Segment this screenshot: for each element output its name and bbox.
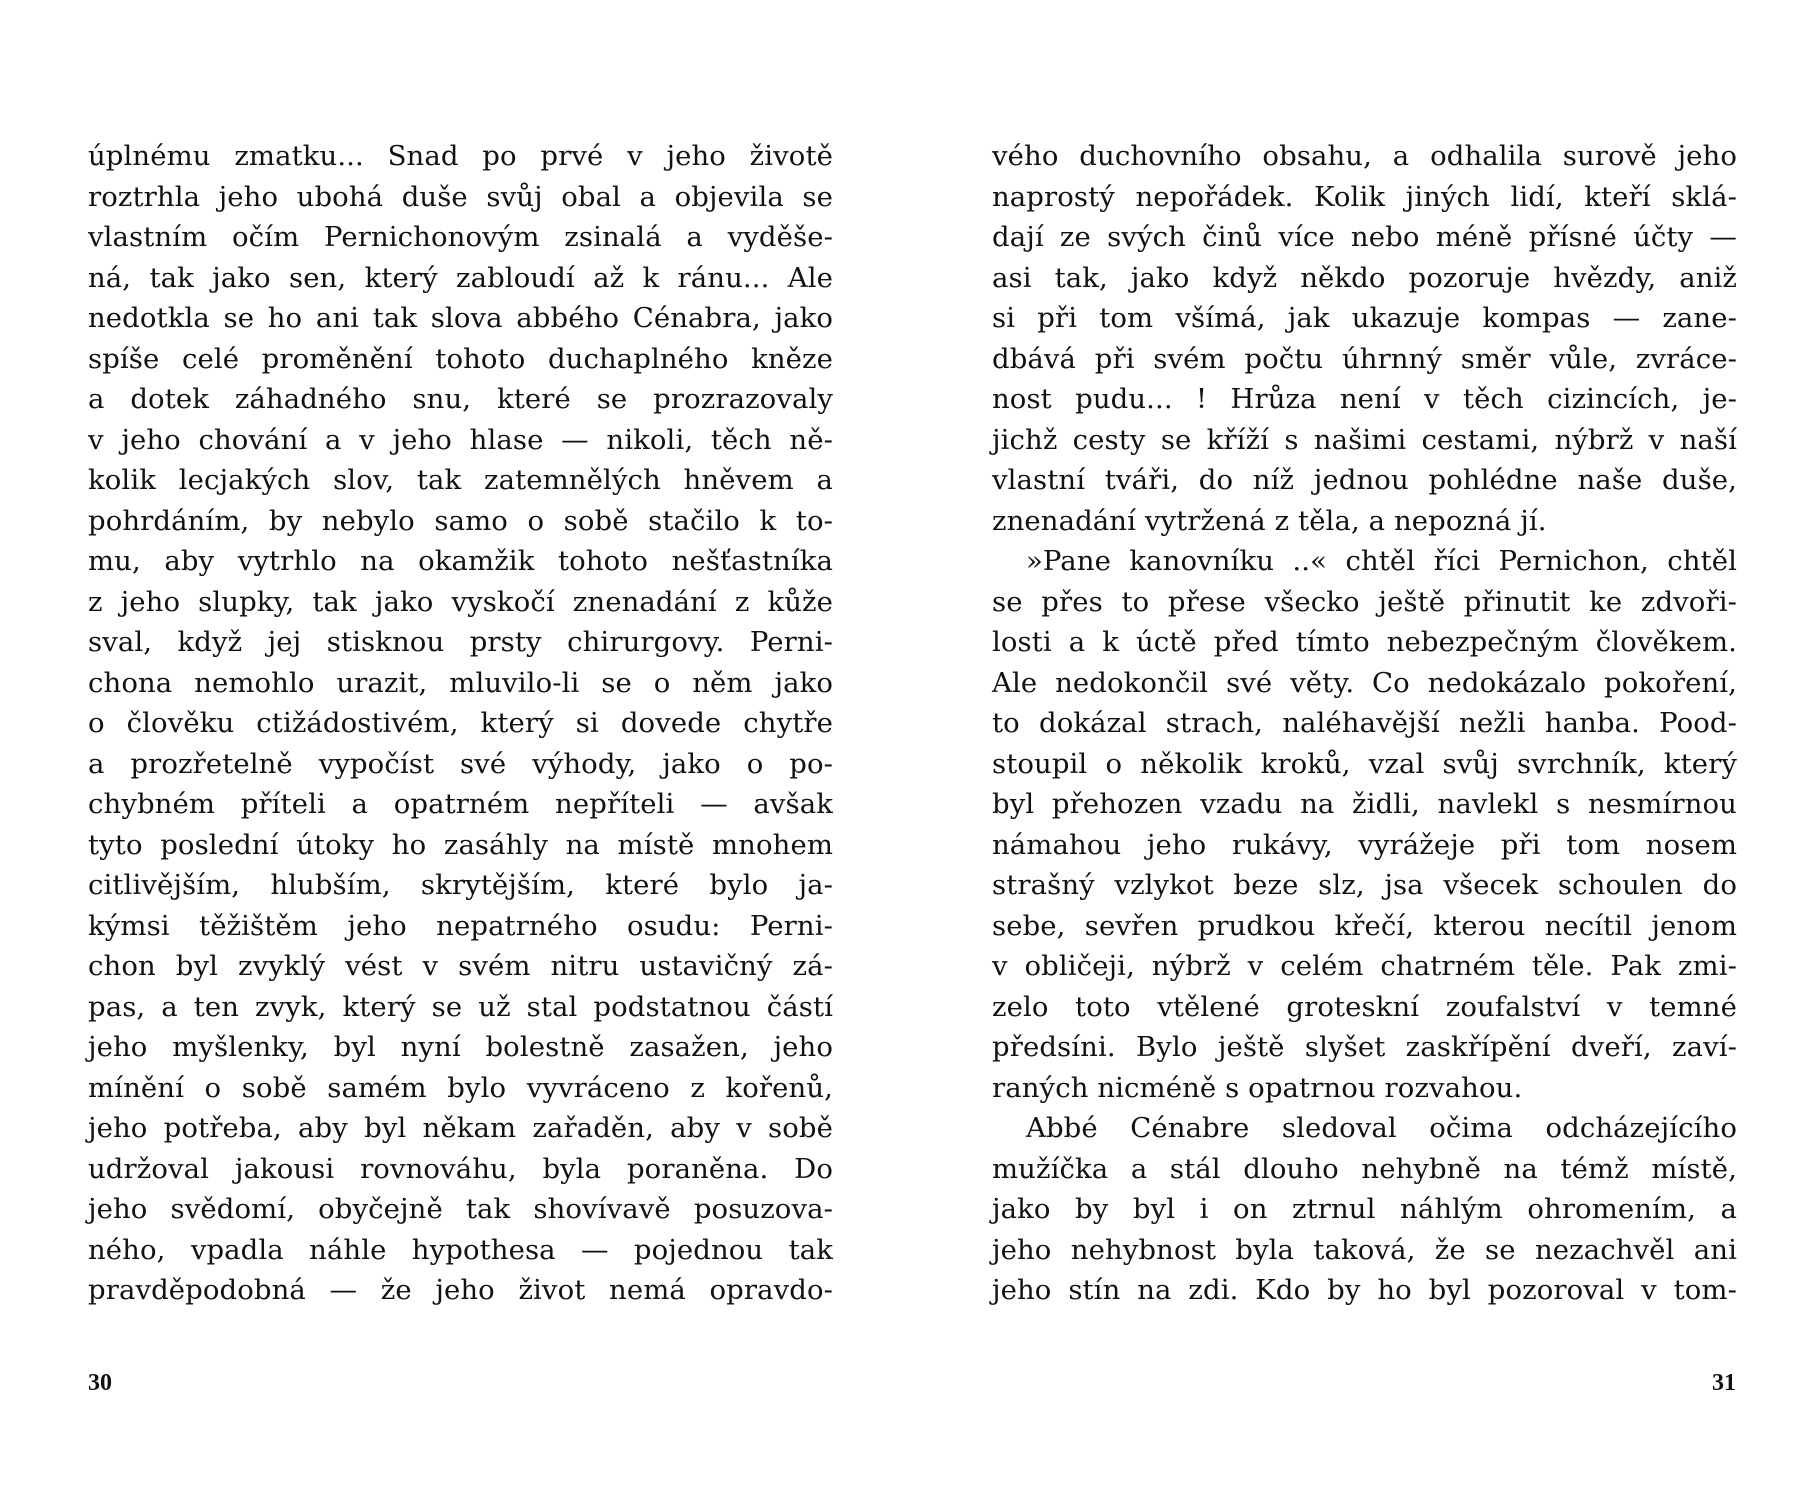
text-line: vlastní tváři, do níž jednou pohlédne naše duše,: [992, 464, 1737, 496]
text-line: sval, když jej stisknou prsty chirurgovy. Perni-: [88, 626, 833, 658]
text-line: pohrdáním, by nebylo samo o sobě stačilo k to-: [88, 504, 833, 537]
text-line: jeho stín na zdi. Kdo by ho byl pozoroval v tom-: [992, 1274, 1737, 1306]
text-line: chona nemohlo urazit, mluvilo-li se o něm jako: [88, 666, 833, 699]
text-line: jeho svědomí, obyčejně tak shovívavě posuzova-: [88, 1193, 833, 1225]
text-line: dají ze svých činů více nebo méně přísné účty —: [992, 221, 1737, 253]
text-line: chon byl zvyklý vést v svém nitru ustavičný zá-: [88, 950, 833, 982]
text-line: dbává při svém počtu úhrnný směr vůle, zvráce-: [992, 342, 1737, 375]
text-line: spíše celé proměnění tohoto duchaplného kněze: [88, 342, 833, 375]
text-line: jichž cesty se kříží s našimi cestami, nýbrž v naší: [992, 423, 1737, 456]
text-line: jako by byl i on ztrnul náhlým ohromením, a: [992, 1193, 1737, 1225]
text-line: znenadání vytržená z těla, a nepozná jí.: [992, 504, 1547, 537]
right-page-text: [992, 136, 1737, 1311]
text-line: kolik lecjakých slov, tak zatemnělých hněvem a: [88, 464, 833, 496]
text-line: naprostý nepořádek. Kolik jiných lidí, kteří sklá-: [992, 180, 1737, 213]
text-line: z jeho slupky, tak jako vyskočí znenadání z kůže: [88, 585, 833, 618]
text-line: pravděpodobná — že jeho život nemá opravdo-: [88, 1274, 833, 1306]
text-line: losti a k úctě před tímto nebezpečným člověkem.: [992, 626, 1737, 658]
text-line: v jeho chování a v jeho hlase — nikoli, těch ně-: [88, 423, 833, 456]
text-line: předsíni. Bylo ještě slyšet zaskřípění dveří, zaví-: [992, 1031, 1737, 1063]
text-line: strašný vzlykot beze slz, jsa všecek schoulen do: [992, 869, 1737, 901]
text-line: se přes to přese všecko ještě přinutit ke zdvoři-: [992, 585, 1737, 618]
text-line: to dokázal strach, naléhavější nežli hanba. Pood-: [992, 707, 1737, 739]
text-line: ná, tak jako sen, který zabloudí až k ránu... Ale: [88, 261, 833, 294]
page-number: 31: [1712, 1370, 1736, 1396]
right-page: [906, 0, 1812, 1500]
text-line: nedotkla se ho ani tak slova abbého Cénabra, jako: [88, 302, 833, 334]
text-line: stoupil o několik kroků, vzal svůj svrchník, který: [992, 747, 1737, 780]
text-line: v obličeji, nýbrž v celém chatrném těle. Pak zmi-: [992, 950, 1737, 982]
text-line: byl přehozen vzadu na židli, navlekl s nesmírnou: [992, 788, 1737, 820]
text-line: citlivějším, hlubším, skrytějším, které bylo ja-: [88, 869, 833, 901]
text-line: jeho nehybnost byla taková, že se nezachvěl ani: [992, 1233, 1737, 1266]
text-line: udržoval jakousi rovnováhu, byla poraněna. Do: [88, 1152, 833, 1185]
text-line: jeho potřeba, aby byl někam zařaděn, aby v sobě: [88, 1112, 833, 1144]
text-line: Ale nedokončil své věty. Co nedokázalo pokoření,: [992, 666, 1737, 699]
text-line: pas, a ten zvyk, který se už stal podstatnou částí: [88, 990, 833, 1023]
text-line: raných nicméně s opatrnou rozvahou.: [992, 1071, 1523, 1104]
page-number: 30: [88, 1370, 112, 1396]
text-line: o člověku ctižádostivém, který si dovede chytře: [88, 707, 833, 739]
text-line: nost pudu... ! Hrůza není v těch cizincích, je-: [992, 383, 1737, 415]
text-line: »Pane kanovníku ..« chtěl říci Pernichon, chtěl: [1026, 545, 1737, 577]
text-line: a prozřetelně vypočíst své výhody, jako o po-: [88, 747, 833, 780]
text-line: vlastním očím Pernichonovým zsinalá a vyděše-: [88, 221, 833, 253]
text-line: námahou jeho rukávy, vyrážeje při tom nosem: [992, 828, 1737, 861]
text-line: si při tom všímá, jak ukazuje kompas — zane-: [992, 302, 1737, 334]
text-line: vého duchovního obsahu, a odhalila surově jeho: [992, 140, 1737, 172]
text-line: asi tak, jako když někdo pozoruje hvězdy, aniž: [992, 261, 1737, 294]
text-line: mínění o sobě samém bylo vyvráceno z kořenů,: [88, 1071, 833, 1104]
left-page-text: [88, 136, 833, 1311]
text-line: mužíčka a stál dlouho nehybně na témž místě,: [992, 1152, 1737, 1185]
text-line: jeho myšlenky, byl nyní bolestně zasažen, jeho: [88, 1031, 833, 1063]
text-line: sebe, sevřen prudkou křečí, kterou necítil jenom: [992, 909, 1737, 942]
text-line: tyto poslední útoky ho zasáhly na místě mnohem: [88, 828, 833, 861]
text-line: mu, aby vytrhlo na okamžik tohoto nešťastníka: [88, 545, 833, 577]
text-line: roztrhla jeho ubohá duše svůj obal a objevila se: [88, 180, 833, 213]
text-line: Abbé Cénabre sledoval očima odcházejícího: [1026, 1112, 1737, 1144]
text-line: kýmsi těžištěm jeho nepatrného osudu: Perni-: [88, 909, 833, 942]
text-line: ného, vpadla náhle hypothesa — pojednou tak: [88, 1233, 833, 1266]
text-line: chybném příteli a opatrném nepříteli — avšak: [88, 788, 833, 820]
text-line: zelo toto vtělené groteskní zoufalství v temné: [992, 990, 1737, 1023]
text-line: a dotek záhadného snu, které se prozrazovaly: [88, 383, 833, 415]
text-line: úplnému zmatku... Snad po prvé v jeho životě: [88, 140, 833, 172]
